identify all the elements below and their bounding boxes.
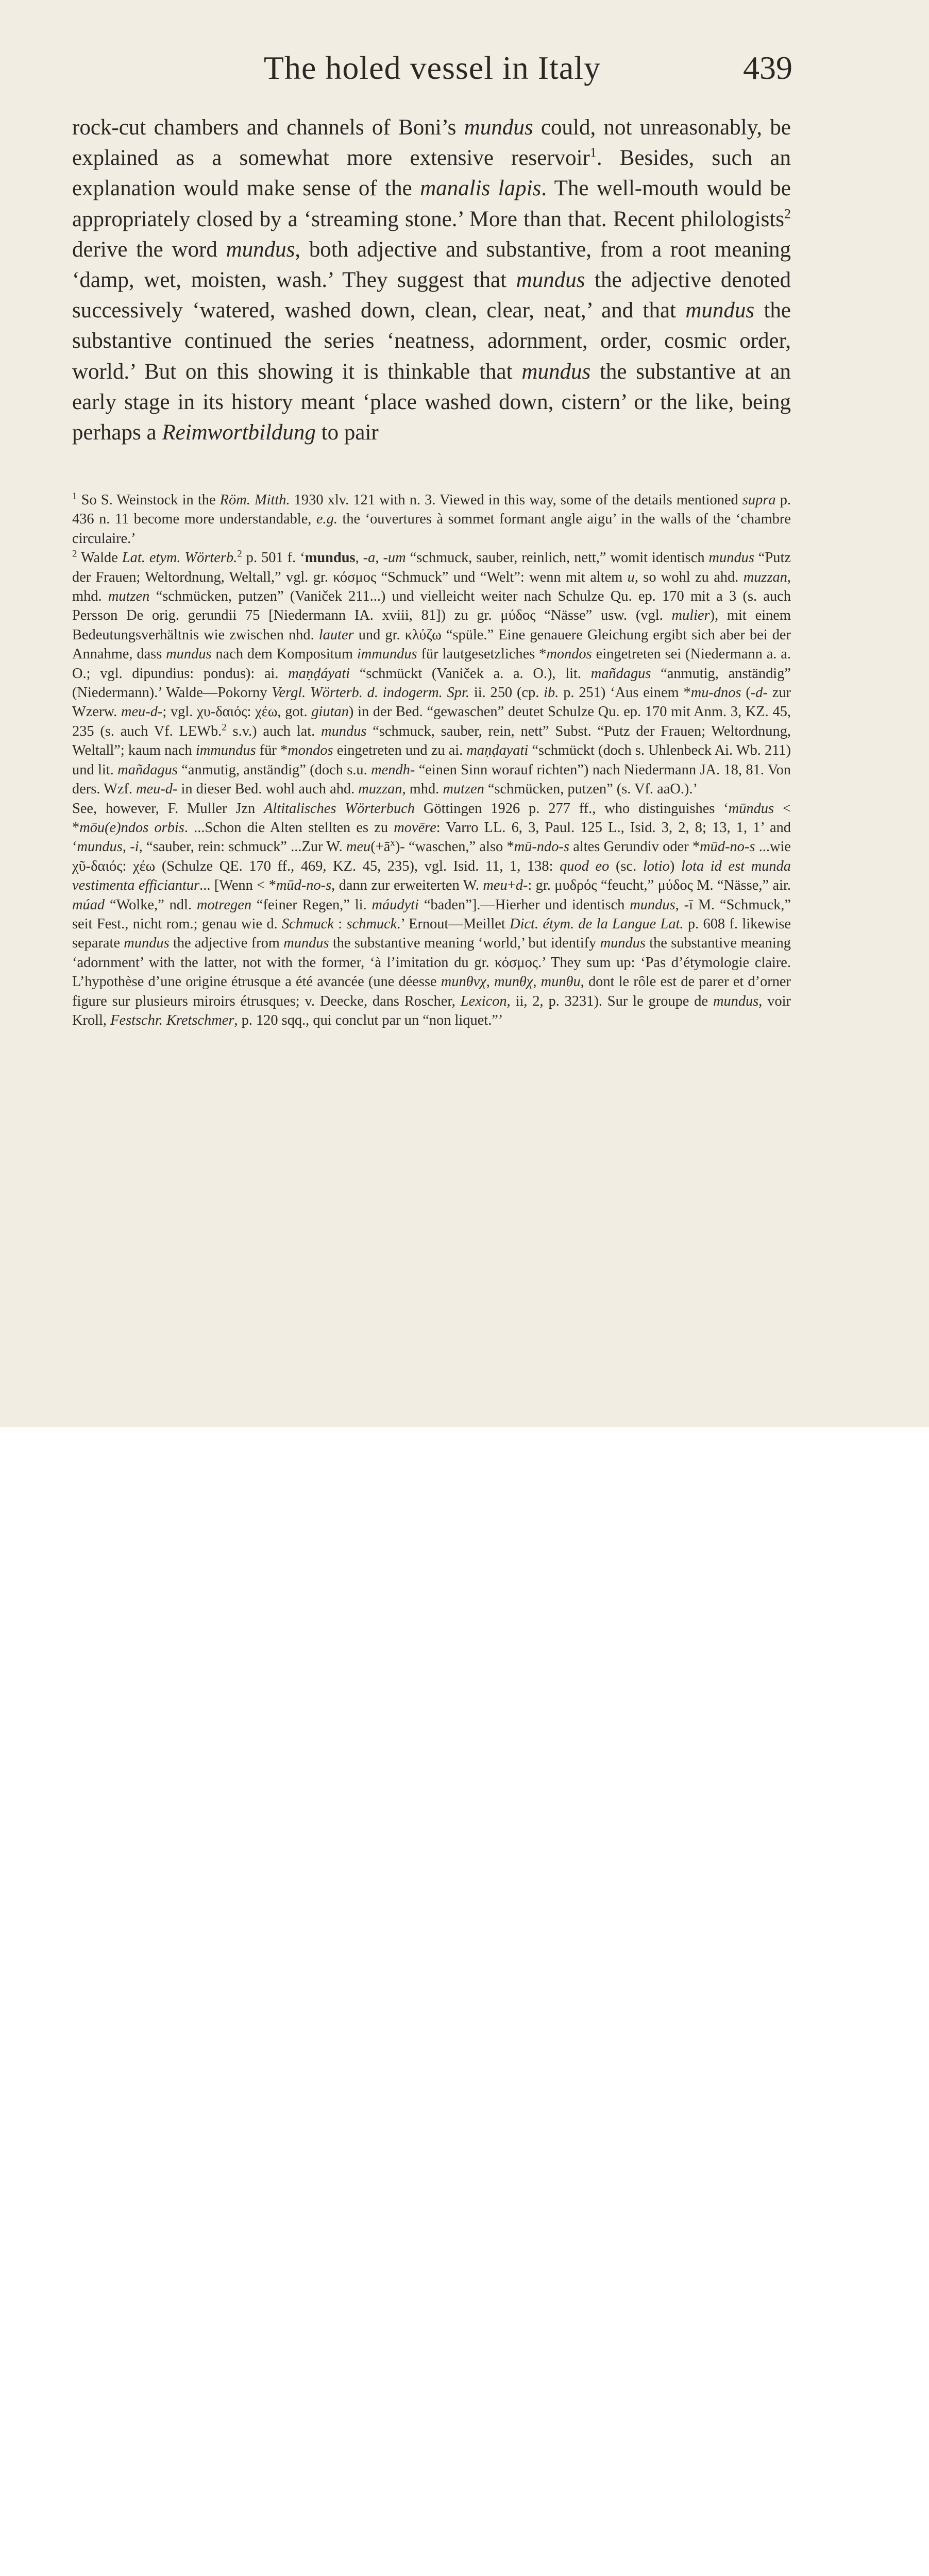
main-paragraph-text: rock-cut chambers and channels of Boni’s mundus could, not unreasonably, be explained as a somewhat more extensive reservoir$^1$. Besides, such an explanation would make sense of the manalis lapis. The well-mouth would be appropriately closed by a ‘streaming stone.’ More than that. Recent philologists$^2$ derive the word mundus, both adjective and substantive, from a root meaning ‘damp, wet, moisten, wash.’ They suggest that mundus the adjective denoted successively ‘watered, washed down, clean, clear, neat,’ and that mundus the substantive continued the series ‘neatness, adornment, order, cosmic order, world.’ But on this showing it is thinkable that mundus the substantive at an early stage in its history meant ‘place washed down, cistern’ or the like, being perhaps a Reimwortbildung to pair — [72, 115, 791, 445]
page-title: The holed vessel in Italy — [263, 49, 601, 86]
footnote-1: $^1$ So S. Weinstock in the Röm. Mitth. 1930 xlv. 121 with n. 3. Viewed in this way, some of the details mentioned supra p. 436 n. 11 become more understandable, e.g. the ‘ouvertures à sommet formant angle aigu’ in the walls of the ‘chambre circulaire.’ — [72, 490, 791, 547]
main-paragraph — [72, 112, 791, 448]
viewer-footer — [0, 1427, 929, 1502]
footnotes — [72, 490, 791, 1030]
footnote-2-continued: See, however, F. Muller Jzn Altitalisches Wörterbuch Göttingen 1926 p. 277 ff., who distinguishes ‘mūndus < *mōu(e)ndos orbis. ...Schon die Alten stellten es zu movēre: Varro LL. 6, 3, Paul. 125 L., Isid. 3, 2, 8; 13, 1, 1’ and ‘mundus, -i, “sauber, rein: schmuck” ...Zur W. $meu(+ā^x)-$ “waschen,” also *mū-ndo-s altes Gerundiv oder *mūd-no-s ...wie χῦ-δαιός: χέω (Schulze QE. 170 ff., 469, KZ. 45, 235), vgl. Isid. 11, 1, 138: quod eo (sc. lotio) lota id est munda vestimenta efficiantur... [Wenn < *mūd-no-s, dann zur erweiterten W. meu+d-: gr. μυδρός “feucht,” μύδος M. “Nässe,” air. múad “Wolke,” ndl. motregen “feiner Regen,” li. máudyti “baden”].—Hierher und identisch mundus, -ī M. “Schmuck,” seit Fest., nicht rom.; genau wie d. Schmuck : schmuck.’ Ernout—Meillet Dict. étym. de la Langue Lat. p. 608 f. likewise separate mundus the adjective from mundus the substantive meaning ‘world,’ but identify mundus the substantive meaning ‘adornment’ with the latter, not with the former, ‘à l’imitation du gr. κόσμος.’ They sum up: ‘Pas d’étymologie claire. L’hypothèse d’une origine étrusque a été avancée (une déesse munθvχ, munθχ, munθu, dont le rôle est de parer et d’orner figure sur plusieurs miroirs étrusques; v. Deecke, dans Roscher, Lexicon, ii, 2, p. 3231). Sur le groupe de mundus, voir Kroll, Festschr. Kretschmer, p. 120 sqq., qui conclut par un “non liquet.”’ — [72, 800, 791, 1028]
footnote-2: $^2$ Walde Lat. etym. Wörterb.$^2$ p. 501 f. ‘mundus, -a, -um “schmuck, sauber, reinlich, nett,” womit identisch mundus “Putz der Frauen; Weltordnung, Weltall,” vgl. gr. κόσμος “Schmuck” und “Welt”: wenn mit altem u, so wohl zu ahd. muzzan, mhd. mutzen “schmücken, putzen” (Vaniček 211...) und vielleicht weiter nach Schulze Qu. ep. 170 mit a 3 (s. auch Persson De orig. gerundii 75 [Niedermann IA. xviii, 81]) zu gr. μύδος “Nässe” usw. (vgl. mulier), mit einem Bedeutungsverhältnis wie zwischen nhd. lauter und gr. κλύζω “spüle.” Eine genauere Gleichung ergibt sich aber bei der Annahme, dass mundus nach dem Kompositum immundus für lautgesetzliches *mondos eingetreten sei (Niedermann a. a. O.; vgl. dipundius: pondus): ai. maṇḍáyati “schmückt (Vaniček a. a. O.), lit. mañdagus “anmutig, anständig” (Niedermann).’ Walde—Pokorny Vergl. Wörterb. d. indogerm. Spr. ii. 250 (cp. ib. p. 251) ‘Aus einem *mu-dnos (-d- zur Wzerw. meu-d-; vgl. χυ-δαιός: χέω, got. giutan) in der Bed. “gewaschen” deutet Schulze Qu. ep. 170 mit Anm. 3, KZ. 45, 235 (s. auch Vf. LEWb.$^2$ s.v.) auch lat. mundus “schmuck, sauber, rein, nett” Subst. “Putz der Frauen; Weltordnung, Weltall”; kaum nach immundus für *mondos eingetreten und zu ai. maṇḍayati “schmückt (doch s. Uhlenbeck Ai. Wb. 211) und lit. mañdagus “anmutig, anständig” (doch s.u. mendh- “einen Sinn worauf richten”) nach Niedermann JA. 18, 81. Von ders. Wzf. meu-d- in dieser Bed. wohl auch ahd. muzzan, mhd. mutzen “schmücken, putzen” (s. Vf. aaO.).’ — [72, 548, 791, 798]
page-number: 439 — [743, 49, 792, 86]
running-header — [72, 49, 792, 106]
